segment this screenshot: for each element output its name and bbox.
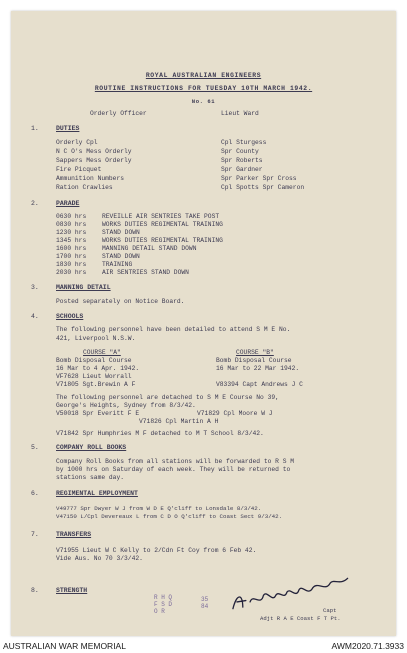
- roll-books-line: stations same day.: [56, 474, 125, 481]
- duty-label: Ration Crawlies: [56, 184, 113, 191]
- signature-rank: Capt: [323, 607, 337, 614]
- course-b-line: Bomb Disposal Course: [216, 357, 292, 364]
- parade-time: 0830 hrs: [56, 221, 87, 228]
- section-4-title: SCHOOLS: [56, 313, 84, 320]
- employment-line: V49777 Spr Dwyer W J from W D E Q'cliff to Lonsdale 8/3/42.: [56, 505, 262, 512]
- roll-books-line: Company Roll Books from all stations will be forwarded to R S M: [56, 458, 295, 465]
- duty-label: Orderly Cpl: [56, 139, 98, 146]
- parade-time: 2030 hrs: [56, 269, 87, 276]
- attach-line: V71829 Cpl Moore W J: [197, 410, 273, 417]
- manning-detail-text: Posted separately on Notice Board.: [56, 298, 185, 305]
- parade-desc: STAND DOWN: [102, 229, 140, 236]
- attach-line: V71826 Cpl Martin A H: [139, 418, 219, 425]
- stamp-text: R H Q: [154, 594, 173, 601]
- section-8-number: 8.: [31, 587, 39, 594]
- attach-line: V71842 Spr Humphries M F detached to M T School 8/3/42.: [56, 430, 264, 437]
- header-line-1: ROYAL AUSTRALIAN ENGINEERS: [145, 72, 262, 79]
- course-a-line: V71805 Sgt.Brewin A F: [56, 381, 136, 388]
- roll-books-line: by 1000 hrs on Saturday of each week. They will be returned to: [56, 466, 291, 473]
- parade-desc: WORKS DUTIES REGIMENTAL TRAINING: [102, 237, 223, 244]
- parade-desc: REVEILLE AIR SENTRIES TAKE POST: [102, 213, 220, 220]
- section-2-number: 2.: [31, 200, 39, 207]
- section-8-title: STRENGTH: [56, 587, 88, 594]
- header-line-2: ROUTINE INSTRUCTIONS FOR TUESDAY 10TH MARCH 1942.: [94, 85, 313, 92]
- signature-scribble: [226, 571, 358, 615]
- parade-time: 0630 hrs: [56, 213, 87, 220]
- transfer-line: V71955 Lieut W C Kelly to 2/Cdn Ft Coy from 6 Feb 42.: [56, 547, 257, 554]
- header-line-3: No. 61: [191, 98, 216, 105]
- strength-stamp-left: [154, 594, 172, 615]
- duty-label: N C O's Mess Orderly: [56, 148, 132, 155]
- stamp-text: O R: [154, 608, 165, 615]
- attach-line: V50018 Spr Everitt F E: [56, 410, 140, 417]
- section-4-number: 4.: [31, 313, 39, 320]
- stamp-text: 84: [201, 603, 209, 610]
- duty-label: Ammunition Numbers: [56, 175, 125, 182]
- parade-desc: TRAINING: [102, 261, 133, 268]
- duty-value: Spr County: [221, 148, 259, 155]
- course-b-line: V83394 Capt Andrews J C: [216, 381, 303, 388]
- stamp-text: 35: [201, 596, 209, 603]
- section-2-title: PARADE: [56, 200, 80, 207]
- section-5-number: 5.: [31, 444, 39, 451]
- duty-label: Sappers Mess Orderly: [56, 157, 132, 164]
- parade-desc: WORKS DUTIES REGIMENTAL TRAINING: [102, 221, 223, 228]
- employment-line: V47150 L/Cpl Devereaux L from C D O Q'cliff to Coast Sect 9/3/42.: [56, 513, 283, 520]
- parade-time: 1230 hrs: [56, 229, 87, 236]
- duty-value: Spr Gardner: [221, 166, 263, 173]
- orderly-officer-label: Orderly Officer: [90, 110, 147, 117]
- section-7-number: 7.: [31, 531, 39, 538]
- handwritten-signature: [226, 573, 348, 612]
- parade-time: 1600 hrs: [56, 245, 87, 252]
- section-6-number: 6.: [31, 490, 39, 497]
- stamp-text: F S D: [154, 601, 173, 608]
- course-a-line: 16 Mar to 4 Apr. 1942.: [56, 365, 140, 372]
- archive-reference: AWM2020.71.3933: [331, 641, 404, 651]
- archive-footer: [0, 640, 407, 653]
- schools-intro: 421, Liverpool N.S.W.: [56, 335, 136, 342]
- archive-name: AUSTRALIAN WAR MEMORIAL: [3, 641, 126, 651]
- section-1-title: DUTIES: [56, 125, 80, 132]
- section-3-number: 3.: [31, 284, 39, 291]
- duty-label: Fire Picquet: [56, 166, 102, 173]
- duty-value: Cpl Spotts Spr Cameron: [221, 184, 305, 191]
- parade-desc: STAND DOWN: [102, 253, 140, 260]
- transfer-line: Vide Aus. No 70 3/3/42.: [56, 555, 143, 562]
- section-1-number: 1.: [31, 125, 39, 132]
- section-3-title: MANNING DETAIL: [56, 284, 111, 291]
- course-b-heading: COURSE "B": [236, 349, 274, 356]
- orderly-officer-value: Lieut Ward: [221, 110, 259, 117]
- course-a-line: VF7628 Lieut Worrall: [56, 373, 132, 380]
- parade-time: 1830 hrs: [56, 261, 87, 268]
- section-6-title: REGIMENTAL EMPLOYMENT: [56, 490, 138, 497]
- schools-intro: The following personnel have been detailed to attend S M E No.: [56, 326, 291, 333]
- section-7-title: TRANSFERS: [56, 531, 92, 538]
- duty-value: Spr Parker Spr Cross: [221, 175, 297, 182]
- document-page: [11, 11, 396, 636]
- parade-time: 1345 hrs: [56, 237, 87, 244]
- signature-title: Adjt R A E Coast F T Pt.: [260, 615, 341, 622]
- duty-value: Cpl Sturgess: [221, 139, 267, 146]
- course-a-heading: COURSE "A": [83, 349, 121, 356]
- attach-line: The following personnel are detached to S M E Course No 39,: [56, 394, 279, 401]
- parade-desc: AIR SENTRIES STAND DOWN: [102, 269, 189, 276]
- section-5-title: COMPANY ROLL BOOKS: [56, 444, 127, 451]
- duty-value: Spr Roberts: [221, 157, 263, 164]
- parade-time: 1700 hrs: [56, 253, 87, 260]
- attach-line: George's Heights, Sydney from 8/3/42.: [56, 402, 196, 409]
- parade-desc: MANNING DETAIL STAND DOWN: [102, 245, 197, 252]
- course-b-line: 16 Mar to 22 Mar 1942.: [216, 365, 300, 372]
- strength-stamp-right: [201, 596, 208, 610]
- course-a-line: Bomb Disposal Course: [56, 357, 132, 364]
